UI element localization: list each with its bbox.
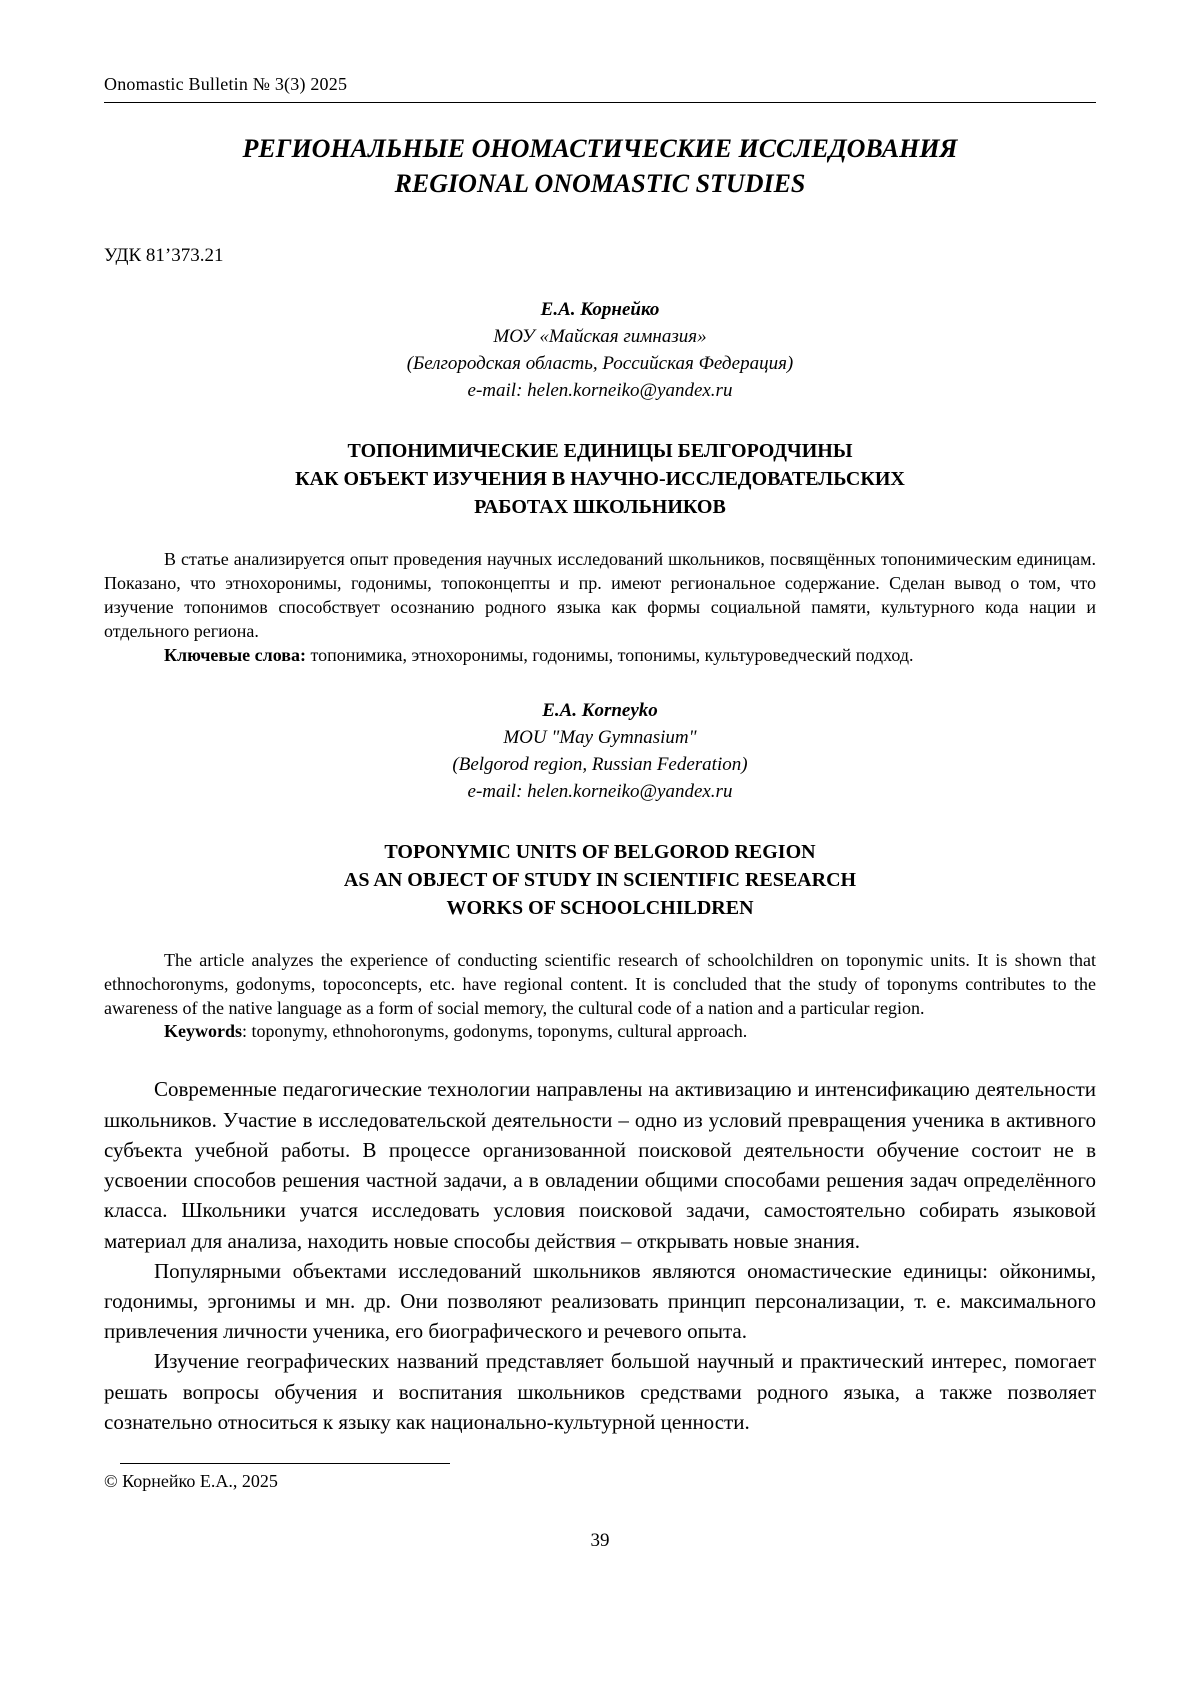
- article-title-ru-line1: ТОПОНИМИЧЕСКИЕ ЕДИНИЦЫ БЕЛГОРОДЧИНЫ: [347, 440, 853, 463]
- keywords-ru: [104, 644, 1096, 668]
- keywords-en-list: : toponymy, ethnohoronyms, godonyms, toponyms, cultural approach.: [242, 1021, 748, 1042]
- author-affiliation-ru: МОУ «Майская гимназия»: [493, 326, 707, 348]
- abstract-ru-text: В статье анализируется опыт проведения научных исследований школьников, посвящённых топонимическим единицам. Показано, что этнохоронимы, годонимы, топоконцепты и пр. имеют региональное содержание. Сделан вывод о том, что изучение топонимов способствует осознанию родного языка как формы социальной памяти, культурного кода нации и отдельного региона.: [104, 549, 1096, 641]
- author-email-ru: e-mail: helen.korneiko@yandex.ru: [467, 380, 733, 402]
- footnote-block: [104, 1463, 1096, 1492]
- footnote-separator: [120, 1463, 450, 1464]
- article-body: [104, 1074, 1096, 1437]
- article-title-en-line1: TOPONYMIC UNITS OF BELGOROD REGION: [384, 840, 816, 863]
- article-title-en-line3: WORKS OF SCHOOLCHILDREN: [446, 896, 754, 919]
- author-block-en: [104, 698, 1096, 806]
- article-title-ru-line2: КАК ОБЪЕКТ ИЗУЧЕНИЯ В НАУЧНО-ИССЛЕДОВАТЕЛЬСКИХ: [295, 468, 905, 491]
- udc-code: УДК 81’373.21: [104, 245, 224, 267]
- section-title: [104, 131, 1096, 201]
- author-name-ru: Е.А. Корнейко: [540, 299, 660, 321]
- author-affiliation-en: MOU "May Gymnasium": [503, 726, 697, 748]
- section-title-line-ru: РЕГИОНАЛЬНЫЕ ОНОМАСТИЧЕСКИЕ ИССЛЕДОВАНИЯ: [242, 134, 958, 163]
- author-name-en: E.A. Korneyko: [542, 699, 658, 721]
- abstract-ru: [104, 548, 1096, 668]
- article-title-ru: [104, 437, 1096, 521]
- body-paragraph: Популярными объектами исследований школьников являются ономастические единицы: ойконимы, годонимы, эргонимы и мн. др. Они позволяют реализовать принцип персонализации, т. е. максимального привлечения личности ученика, его биографического и речевого опыта.: [104, 1258, 1096, 1344]
- body-paragraph: Изучение географических названий представляет большой научный и практический интерес, помогает решать вопросы обучения и воспитания школьников средствами родного языка, а также позволяет сознательно относиться к языку как национально-культурной ценности.: [104, 1349, 1096, 1434]
- author-email-en: e-mail: helen.korneiko@yandex.ru: [467, 780, 733, 802]
- section-title-line-en: REGIONAL ONOMASTIC STUDIES: [394, 169, 806, 199]
- keywords-ru-list: топонимика, этнохоронимы, годонимы, топонимы, культуроведческий подход.: [305, 644, 914, 665]
- keywords-ru-label: Ключевые слова:: [164, 644, 306, 665]
- author-block-ru: [104, 297, 1096, 405]
- abstract-en: [104, 949, 1096, 1045]
- running-header: [104, 74, 1096, 103]
- keywords-en-label: Keywords: [164, 1021, 242, 1042]
- author-location-ru: (Белгородская область, Российская Федерация): [406, 353, 794, 375]
- page-number: 39: [590, 1530, 610, 1552]
- abstract-en-text: The article analyzes the experience of conducting scientific research of schoolchildren on toponymic units. It is shown that ethnochoronyms, godonyms, topoconcepts, etc. have regional content. It is concluded that the study of toponyms contributes to the awareness of the native language as a form of social memory, the cultural code of a nation and a particular region.: [104, 949, 1096, 1018]
- article-title-en: [104, 838, 1096, 922]
- article-title-ru-line3: РАБОТАХ ШКОЛЬНИКОВ: [474, 496, 726, 519]
- journal-title: Onomastic Bulletin № 3(3) 2025: [104, 74, 348, 94]
- article-title-en-line2: AS AN OBJECT OF STUDY IN SCIENTIFIC RESEARCH: [343, 868, 857, 891]
- copyright-note: © Корнейко Е.А., 2025: [104, 1471, 278, 1492]
- keywords-en: [104, 1020, 1096, 1044]
- author-location-en: (Belgorod region, Russian Federation): [452, 753, 748, 775]
- body-paragraph: Современные педагогические технологии направлены на активизацию и интенсификацию деятельности школьников. Участие в исследовательской деятельности – одно из условий превращения ученика в активного субъекта учебной работы. В процессе организованной поисковой деятельности обучение состоит не в усвоении способов решения частной задачи, а в овладении общими способами решения задач определённого класса. Школьники учатся исследовать условия поисковой задачи, самостоятельно собирать языковой материал для анализа, находить новые способы действия – открывать новые знания.: [104, 1077, 1096, 1253]
